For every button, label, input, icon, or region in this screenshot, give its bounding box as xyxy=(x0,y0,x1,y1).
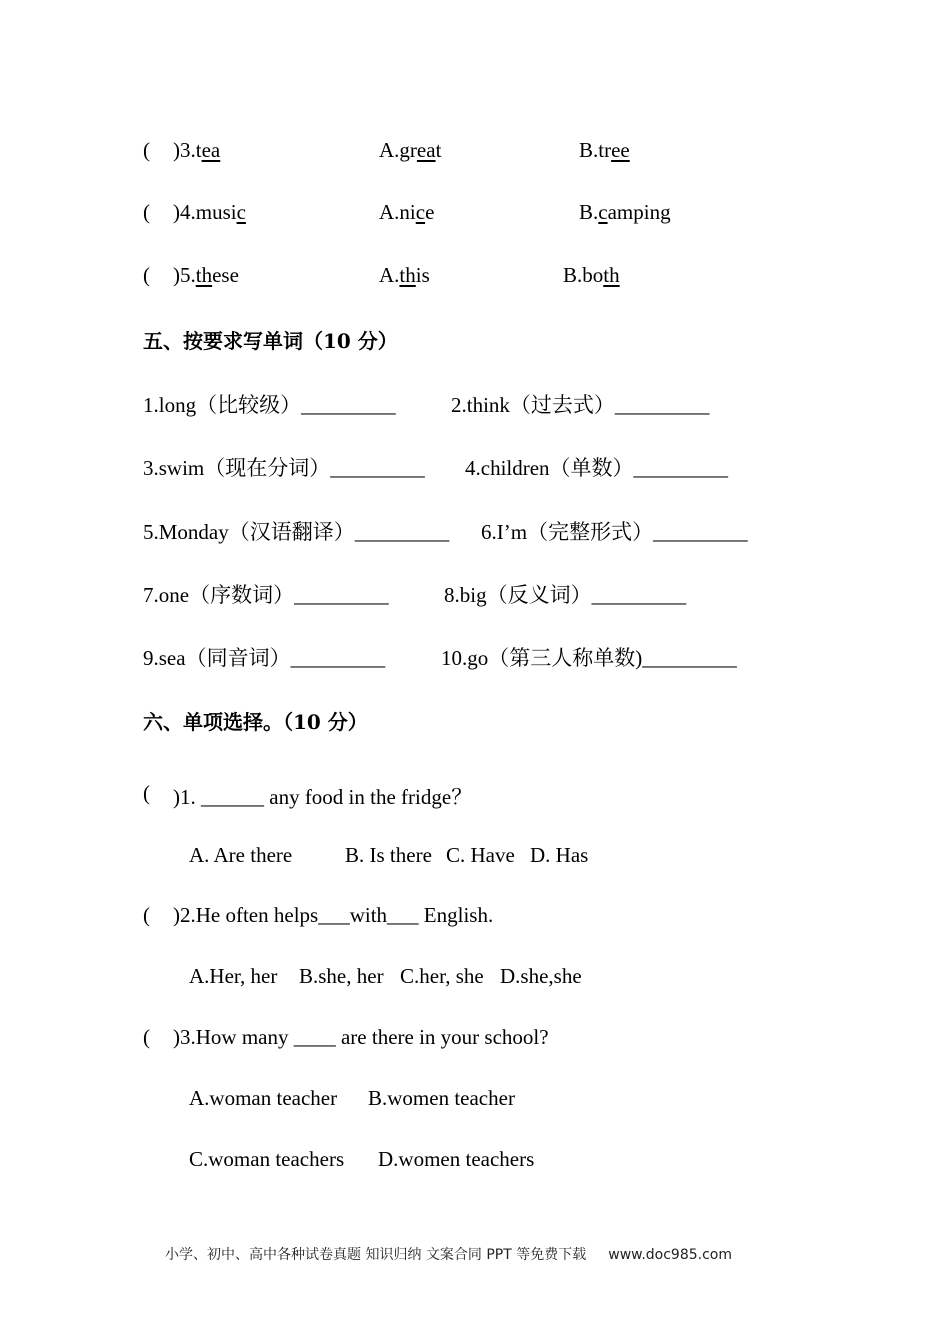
q3-option-d: D.women teachers xyxy=(378,1147,535,1171)
footer-text: 小学、初中、高中各种试卷真题 知识归纳 文案合同 PPT 等免费下载 xyxy=(165,1247,587,1263)
q3-option-c: C.woman teachers xyxy=(189,1147,345,1171)
answer-paren[interactable]: ( xyxy=(143,781,150,805)
q3-option-b: B.women teacher xyxy=(368,1086,515,1110)
option-a: A.nice xyxy=(379,200,435,224)
question-word: )3.tea xyxy=(173,138,221,162)
question-word: )4.music xyxy=(173,200,246,224)
question-2: )2.He often helps___with___ English. xyxy=(173,903,494,927)
q1-option-c: C. Have xyxy=(446,843,515,867)
word-task-2: 2.think（过去式）_________ xyxy=(451,393,710,417)
answer-paren[interactable]: ( xyxy=(143,903,150,927)
q3-option-a: A.woman teacher xyxy=(189,1086,338,1110)
word-task-5: 5.Monday（汉语翻译）_________ xyxy=(143,520,450,544)
q1-option-b: B. Is there xyxy=(345,843,432,867)
q1-option-a: A. Are there xyxy=(189,843,293,867)
option-b: B.both xyxy=(563,263,620,287)
word-task-8: 8.big（反义词）_________ xyxy=(444,583,687,607)
word-task-1: 1.long（比较级）_________ xyxy=(143,393,396,417)
page-footer xyxy=(165,1244,732,1264)
word-task-4: 4.children（单数）_________ xyxy=(465,456,729,480)
question-word: )5.these xyxy=(173,263,239,287)
section-6-title: 六、单项选择。（10 分） xyxy=(143,710,368,734)
word-task-6: 6.I’m（完整形式）_________ xyxy=(481,520,748,544)
question-3: )3.How many ____ are there in your school? xyxy=(173,1025,549,1049)
word-task-3: 3.swim（现在分词）_________ xyxy=(143,456,425,480)
answer-paren[interactable]: ( xyxy=(143,263,150,287)
answer-paren[interactable]: ( xyxy=(143,1025,150,1049)
option-b: B.camping xyxy=(579,200,671,224)
section-5-title: 五、按要求写单词（10 分） xyxy=(143,329,398,353)
option-a: A.great xyxy=(379,138,442,162)
option-b: B.tree xyxy=(579,138,630,162)
question-1: )1. ______ any food in the fridge？ xyxy=(173,785,473,809)
q2-option-c: C.her, she xyxy=(400,964,484,988)
q1-option-d: D. Has xyxy=(530,843,589,867)
answer-paren[interactable]: ( xyxy=(143,200,150,224)
q2-option-b: B.she, her xyxy=(299,964,384,988)
word-task-9: 9.sea（同音词）_________ xyxy=(143,646,386,670)
option-a: A.this xyxy=(379,263,430,287)
q2-option-d: D.she,she xyxy=(500,964,582,988)
answer-paren[interactable]: ( xyxy=(143,138,150,162)
word-task-7: 7.one（序数词）_________ xyxy=(143,583,389,607)
q2-option-a: A.Her, her xyxy=(189,964,278,988)
footer-url[interactable]: www.doc985.com xyxy=(608,1247,732,1263)
word-task-10: 10.go（第三人称单数)_________ xyxy=(441,646,737,670)
